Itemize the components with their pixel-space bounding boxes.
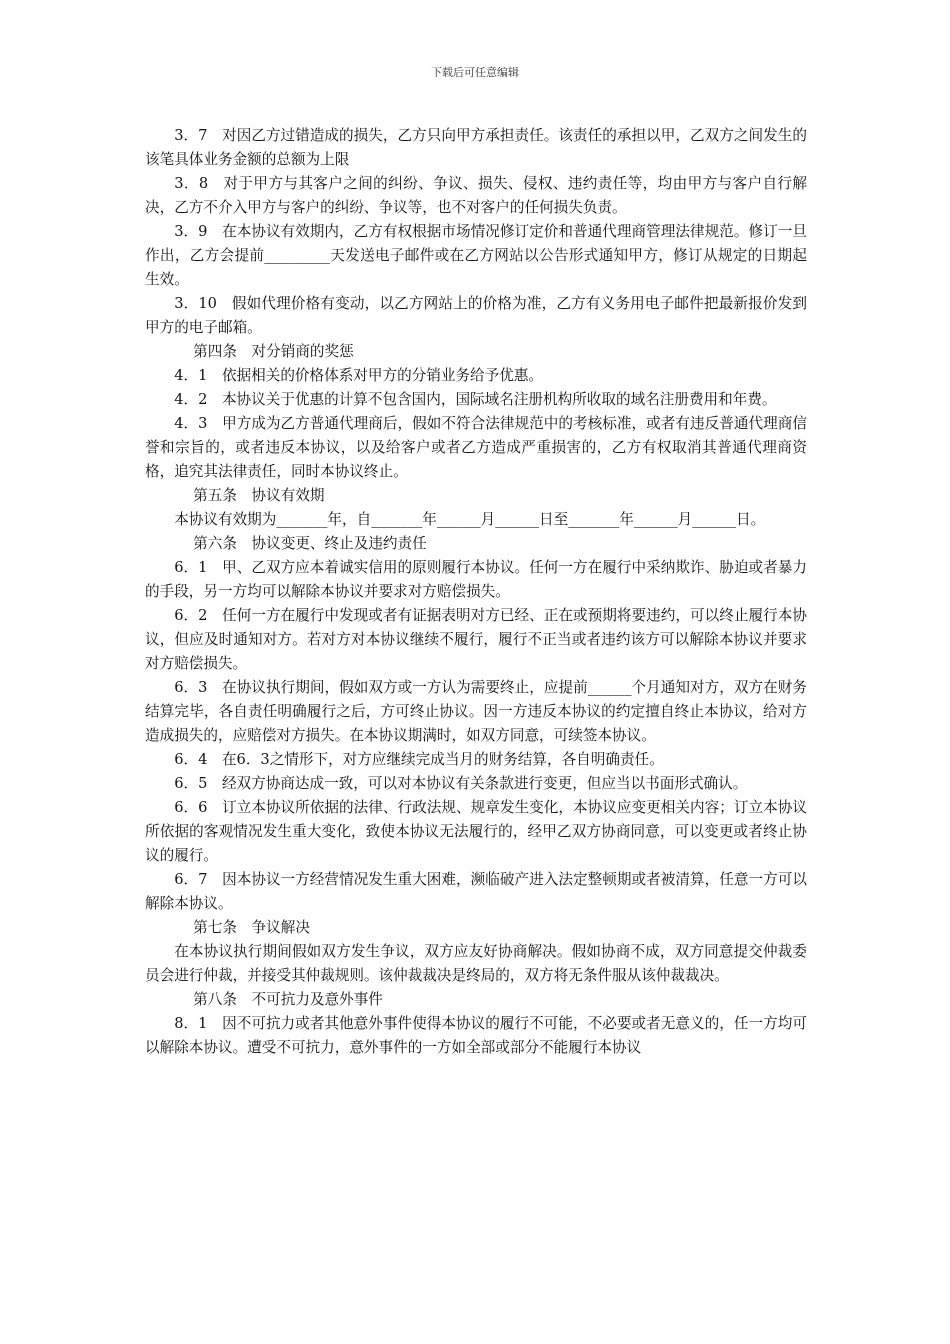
paragraph: 4．1 依据相关的价格体系对甲方的分销业务给予优惠。 [174, 367, 544, 384]
paragraph: 3．8 对于甲方与其客户之间的纠纷、争议、损失、侵权、违约责任等，均由甲方与客户自行解决，乙方不介入甲方与客户的纠纷、争议等，也不对客户的任何损失负责。 [145, 175, 807, 216]
paragraph: 6．4 在6．3之情形下，对方应继续完成当月的财务结算，各自明确责任。 [174, 751, 664, 768]
section-heading: 第四条 对分销商的奖惩 [193, 343, 354, 360]
section-heading: 第八条 不可抗力及意外事件 [193, 991, 383, 1008]
paragraph: 6．1 甲、乙双方应本着诚实信用的原则履行本协议。任何一方在履行中采纳欺诈、胁迫或者暴力的手段，另一方均可以解除本协议并要求对方赔偿损失。 [145, 559, 807, 600]
paragraph: 4．2 本协议关于优惠的计算不包含国内，国际域名注册机构所收取的域名注册费用和年费。 [174, 391, 777, 408]
section-heading: 第六条 协议变更、终止及违约责任 [193, 535, 427, 552]
paragraph: 6．2 任何一方在履行中发现或者有证据表明对方已经、正在或预期将要违约，可以终止履行本协议，但应及时通知对方。若对方对本协议继续不履行，履行不正当或者违约该方可以解除本协议并要求对方赔偿损失。 [145, 607, 807, 672]
paragraph: 在本协议执行期间假如双方发生争议，双方应友好协商解决。假如协商不成，双方同意提交仲裁委员会进行仲裁，并接受其仲裁规则。该仲裁裁决是终局的，双方将无条件服从该仲裁裁决。 [145, 943, 807, 984]
paragraph: 6．5 经双方协商达成一致，可以对本协议有关条款进行变更，但应当以书面形式确认。 [174, 775, 748, 792]
page-header: 下载后可任意编辑 [431, 66, 519, 79]
paragraph: 3．7 对因乙方过错造成的损失，乙方只向甲方承担责任。该责任的承担以甲，乙双方之间发生的该笔具体业务金额的总额为上限 [145, 127, 807, 168]
paragraph: 6．7 因本协议一方经营情况发生重大困难，濒临破产进入法定整顿期或者被清算，任意一方可以解除本协议。 [145, 871, 807, 912]
paragraph: 4．3 甲方成为乙方普通代理商后，假如不符合法律规范中的考核标准，或者有违反普通代理商信誉和宗旨的，或者违反本协议，以及给客户或者乙方造成严重损害的，乙方有权取消其普通代理商资格，追究其法律责任，同时本协议终止。 [145, 415, 807, 480]
section-heading: 第五条 协议有效期 [193, 487, 325, 504]
paragraph: 3．10 假如代理价格有变动，以乙方网站上的价格为准，乙方有义务用电子邮件把最新报价发到甲方的电子邮箱。 [145, 295, 807, 336]
section-heading: 第七条 争议解决 [193, 919, 310, 936]
paragraph: 本协议有效期为_______年，自_______年______月______日至_______年______月______日。 [174, 511, 766, 528]
paragraph: 8．1 因不可抗力或者其他意外事件使得本协议的履行不可能，不必要或者无意义的，任一方均可以解除本协议。遭受不可抗力，意外事件的一方如全部或部分不能履行本协议 [145, 1015, 807, 1056]
paragraph: 3．9 在本协议有效期内，乙方有权根据市场情况修订定价和普通代理商管理法律规范。修订一旦作出，乙方会提前_________天发送电子邮件或在乙方网站以公告形式通知甲方，修订从规定的日期起生效。 [145, 223, 807, 288]
document-body [145, 124, 807, 1060]
paragraph: 6．6 订立本协议所依据的法律、行政法规、规章发生变化，本协议应变更相关内容；订立本协议所依据的客观情况发生重大变化，致使本协议无法履行的，经甲乙双方协商同意，可以变更或者终止协议的履行。 [145, 799, 807, 864]
paragraph: 6．3 在协议执行期间，假如双方或一方认为需要终止，应提前______个月通知对方，双方在财务结算完毕，各自责任明确履行之后，方可终止协议。因一方违反本协议的约定擅自终止本协议，给对方造成损失的，应赔偿对方损失。在本协议期满时，如双方同意，可续签本协议。 [145, 679, 807, 744]
